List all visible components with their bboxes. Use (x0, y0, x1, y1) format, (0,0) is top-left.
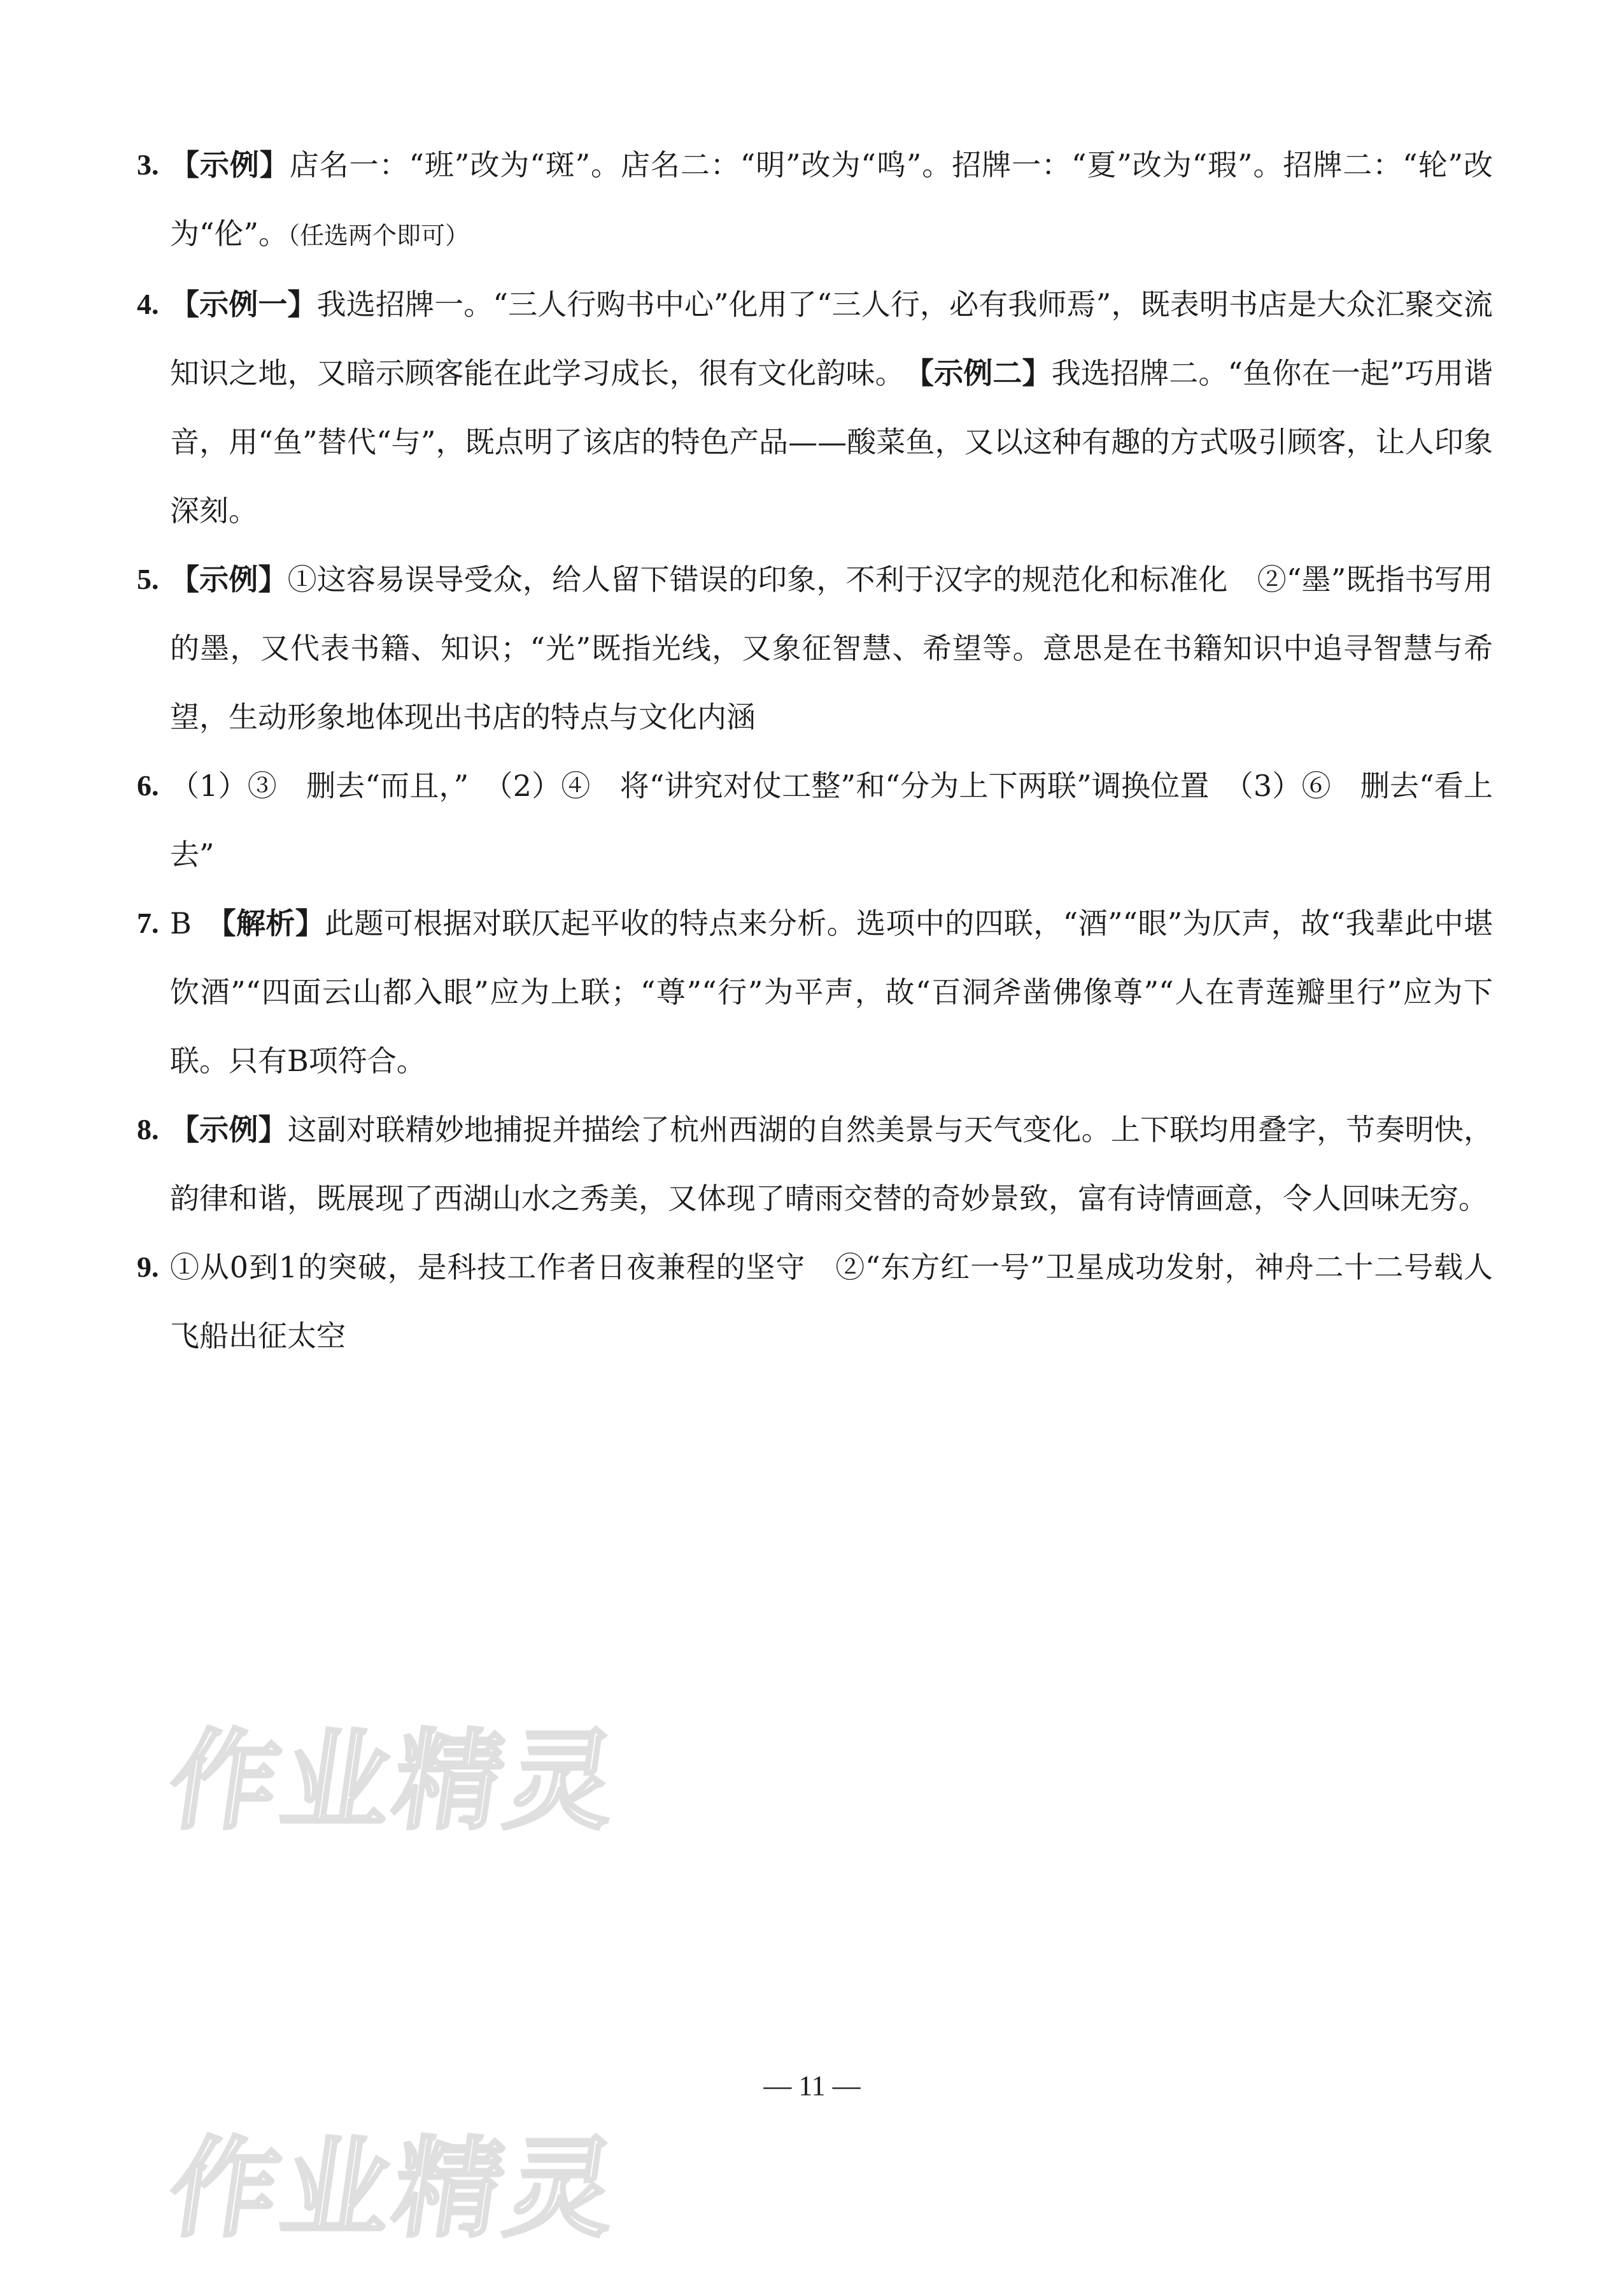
example-tag: 【示例】 (170, 562, 288, 597)
item-number: 9. (137, 1251, 159, 1283)
item-number: 8. (137, 1113, 159, 1146)
answer-text: 这副对联精妙地捕捉并描绘了杭州西湖的自然美景与天气变化。上下联均用叠字，节奏明快，韵律和谐，既展现了西湖山水之秀美，又体现了晴雨交替的奇妙景致，富有诗情画意，令人回味无穷。 (170, 1112, 1493, 1216)
watermark-logo: 作业精灵 (161, 2126, 628, 2252)
answer-text: 店名一：“班”改为“斑”。店名二：“明”改为“鸣”。招牌一：“夏”改为“瑕”。招牌二：“轮”改为“伦”。 (170, 148, 1493, 251)
watermark-logo: 作业精灵 (161, 1719, 628, 1845)
answer-text: 此题可根据对联仄起平收的特点来分析。选项中的四联，“酒”“眼”为仄声，故“我辈此中堪饮酒”“四面云山都入眼”应为上联；“尊”“行”为平声，故“百洞斧凿佛像尊”“人在青莲瓣里行”应为下联。只有B项符合。 (170, 906, 1493, 1078)
example-tag: 【示例】 (170, 148, 290, 182)
item-number: 3. (137, 148, 159, 181)
answer-item-3 (137, 131, 1493, 270)
answer-item-4 (137, 270, 1493, 545)
item-number: 7. (137, 907, 159, 939)
answer-text-2: 我选招牌二。“鱼你在一起”巧用谐音，用“鱼”替代“与”，既点明了该店的特色产品——酸菜鱼，又以这种有趣的方式吸引顾客，让人印象深刻。 (170, 356, 1493, 528)
answer-text: ①这容易误导受众，给人留下错误的印象，不利于汉字的规范化和标准化 ②“墨”既指书写用的墨，又代表书籍、知识；“光”既指光线，又象征智慧、希望等。意思是在书籍知识中追寻智慧与希望，生动形象地体现出书店的特点与文化内涵 (170, 562, 1493, 734)
answer-choice: B (170, 906, 222, 941)
answer-item-8 (137, 1095, 1493, 1233)
item-number: 4. (137, 288, 159, 320)
answer-text: ①从0到1的突破，是科技工作者日夜兼程的坚守 ②“东方红一号”卫星成功发射，神舟二十二号载人飞船出征太空 (170, 1250, 1493, 1353)
answer-text: （1）③ 删去“而且，” （2）④ 将“讲究对仗工整”和“分为上下两联”调换位置 （3）⑥ 删去“看上去” (170, 769, 1493, 872)
example-tag: 【示例】 (170, 1112, 288, 1147)
answer-item-6 (137, 751, 1493, 889)
example-tag: 【示例一】 (170, 287, 317, 322)
answer-item-5 (137, 545, 1493, 751)
item-number: 6. (137, 769, 159, 802)
page-number: — 11 — (763, 2070, 861, 2101)
answer-note: （任选两个即可） (288, 222, 470, 250)
answer-item-9 (137, 1233, 1493, 1370)
answer-text: 我选招牌一。“三人行购书中心”化用了“三人行，必有我师焉”，既表明书店是大众汇聚交流知识之地，又暗示顾客能在此学习成长，很有文化韵味。 (170, 287, 1493, 390)
answer-list (137, 131, 1493, 1370)
analysis-tag: 【解析】 (221, 906, 325, 941)
item-number: 5. (137, 563, 159, 595)
answer-item-7 (137, 889, 1493, 1095)
example-tag-2: 【示例二】 (919, 356, 1052, 390)
